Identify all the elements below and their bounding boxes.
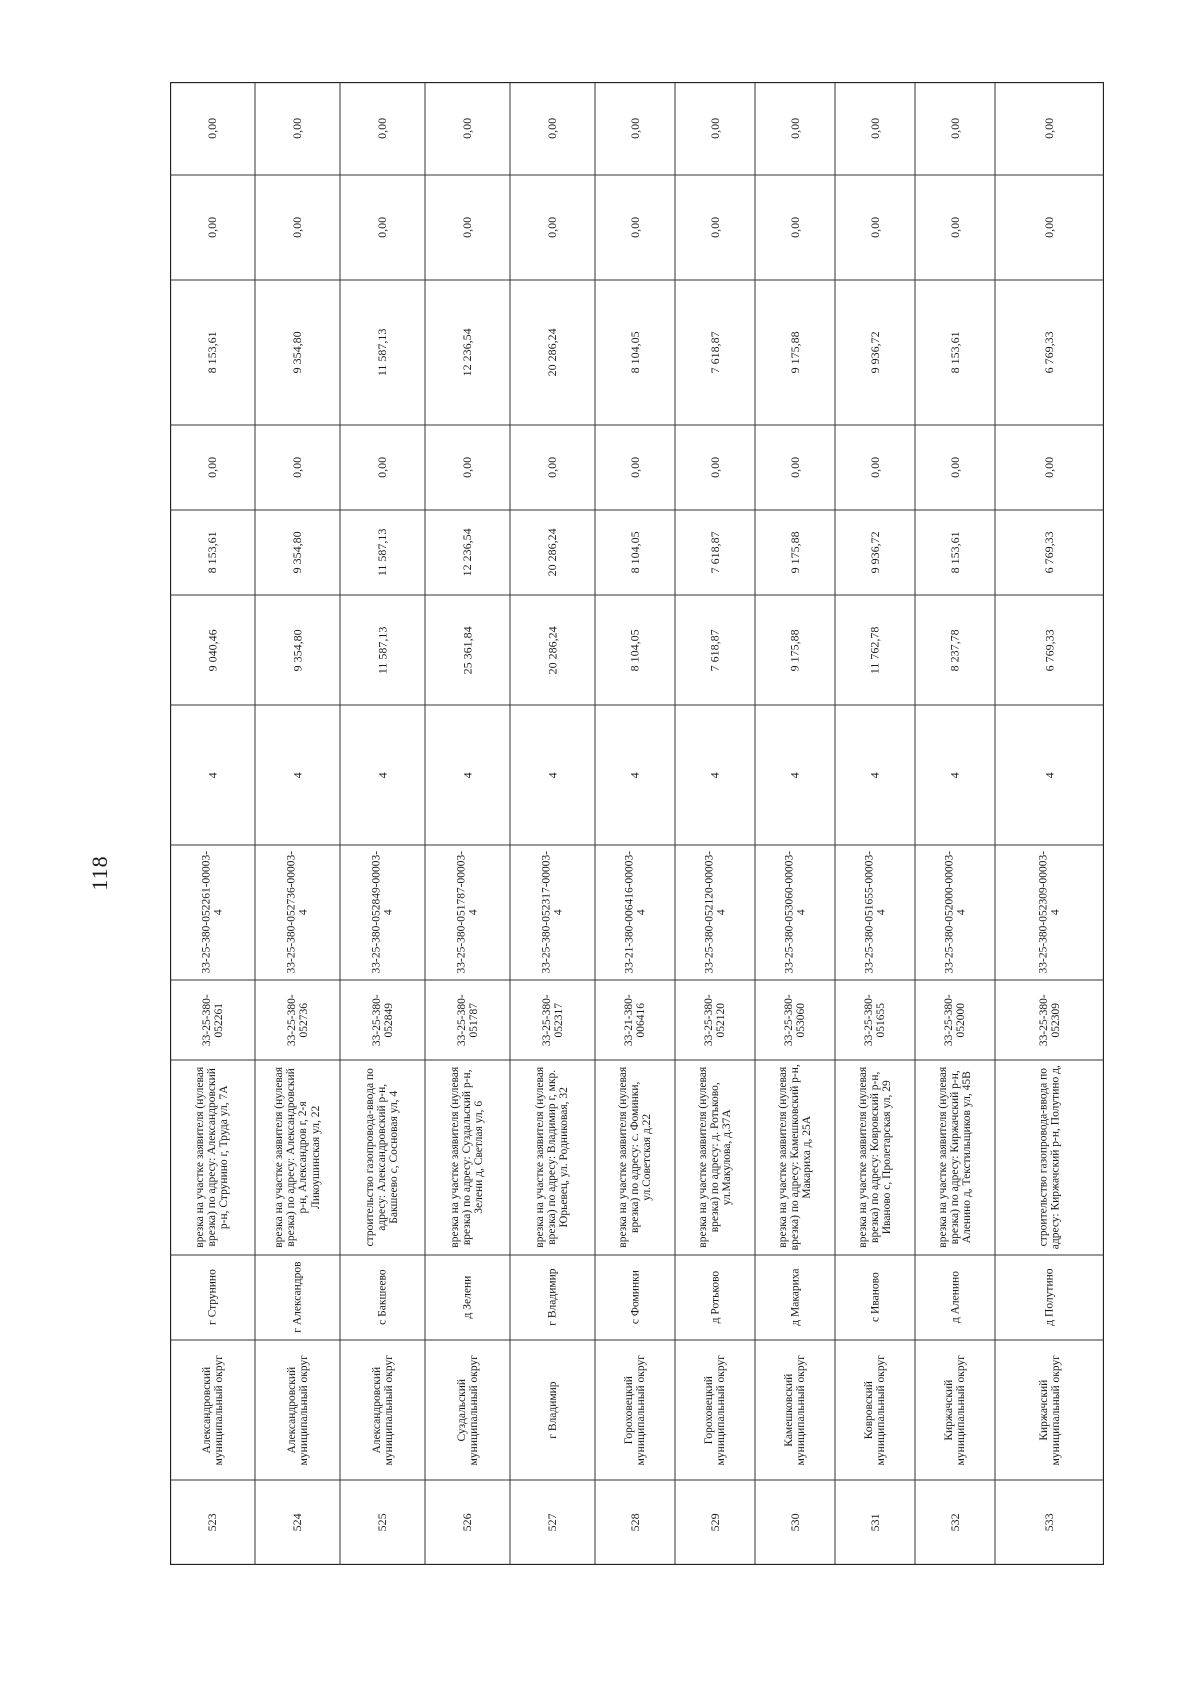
cell-text: 20 286,24	[545, 528, 560, 577]
cell-text: 8 153,61	[205, 531, 220, 574]
table-cell-v6	[170, 82, 255, 175]
table-cell-district	[675, 1340, 755, 1480]
table-cell-cadastral	[835, 980, 915, 1060]
table-cell-v5	[425, 175, 510, 280]
table-cell-description	[340, 1060, 425, 1255]
table-cell-v5	[340, 175, 425, 280]
cell-text: 4	[947, 772, 962, 778]
table-cell-cadastral	[995, 980, 1104, 1060]
table-cell-description	[675, 1060, 755, 1255]
cell-text: 525	[375, 1513, 390, 1532]
cell-text: врезка на участке заявителя (нулевая врезка) по адресу: Суздальский р-н, Зелени д, Светлая ул, 6	[449, 1067, 486, 1248]
table-cell-category	[835, 705, 915, 845]
cell-text: 0,00	[545, 457, 560, 478]
cell-text: Александровский муниципальный округ	[370, 1354, 395, 1466]
cell-text: 6 769,33	[1042, 629, 1057, 671]
table-cell-id-full	[510, 845, 595, 980]
cell-text: 0,00	[627, 457, 642, 478]
cell-text: 0,00	[1042, 457, 1057, 478]
cell-text: 4	[787, 772, 802, 778]
cell-text: врезка на участке заявителя (нулевая врезка) по адресу: Александровский р-н, Александров г, 2-я Ликоушинская ул, 22	[273, 1067, 322, 1248]
table-cell-v1	[835, 595, 915, 705]
cell-text: 0,00	[1042, 118, 1057, 139]
table-cell-v4	[755, 280, 835, 425]
table-cell-id-full	[255, 845, 340, 980]
cell-text: 524	[290, 1513, 305, 1532]
table-cell-category	[170, 705, 255, 845]
cell-text: 0,00	[290, 457, 305, 478]
cell-text: 523	[205, 1513, 220, 1532]
cell-text: 4	[545, 772, 560, 778]
cell-text: врезка на участке заявителя (нулевая врезка) по адресу: Владимир г, мкр. Юрьевец, ул. Родниковая, 32	[534, 1067, 571, 1248]
cell-text: 0,00	[627, 217, 642, 238]
table-cell-cadastral	[915, 980, 995, 1060]
table-cell-v2	[835, 510, 915, 595]
cell-text: 9 354,80	[290, 629, 305, 671]
table-cell-v3	[755, 425, 835, 510]
cell-text: 526	[460, 1513, 475, 1532]
cell-text: 0,00	[460, 217, 475, 238]
page-number: 118	[87, 855, 112, 891]
cell-text: 0,00	[375, 457, 390, 478]
table-cell-v3	[510, 425, 595, 510]
cell-text: Суздальский муниципальный округ	[455, 1354, 480, 1466]
table-cell-district	[255, 1340, 340, 1480]
cell-text: 0,00	[545, 217, 560, 238]
table-cell-v5	[595, 175, 675, 280]
cell-text: 6 769,33	[1042, 331, 1057, 374]
table-cell-district	[170, 1340, 255, 1480]
table-cell-settlement	[510, 1255, 595, 1340]
table-cell-district	[510, 1340, 595, 1480]
cell-text: Киржачский муниципальный округ	[942, 1354, 967, 1466]
table-cell-description	[595, 1060, 675, 1255]
cell-text: 0,00	[947, 118, 962, 139]
table-cell-v6	[755, 82, 835, 175]
table-cell-v4	[995, 280, 1104, 425]
table-cell-cadastral	[595, 980, 675, 1060]
cell-text: 9 354,80	[290, 331, 305, 374]
table-cell-cadastral	[675, 980, 755, 1060]
table-cell-v4	[595, 280, 675, 425]
table-cell-v3	[995, 425, 1104, 510]
table-cell-v1	[675, 595, 755, 705]
cell-text: 33-25-380-052000-00003-4	[942, 851, 967, 974]
cell-text: врезка на участке заявителя (нулевая врезка) по адресу: Камешковский р-н, Макариха д, 25А	[776, 1064, 814, 1251]
cell-text: 0,00	[375, 118, 390, 139]
cell-text: 0,00	[290, 118, 305, 139]
cell-text: 8 104,05	[627, 629, 642, 671]
table-cell-id-full	[340, 845, 425, 980]
cell-text: 33-25-380-052736-00003-4	[285, 851, 310, 974]
cell-text: 11 762,78	[867, 626, 882, 674]
cell-text: 33-25-380-052309-00003-4	[1037, 851, 1062, 974]
table-cell-settlement	[340, 1255, 425, 1340]
table-cell-description	[995, 1060, 1104, 1255]
table-cell-no	[340, 1480, 425, 1565]
table-cell-v4	[255, 280, 340, 425]
cell-text: 0,00	[867, 118, 882, 139]
table-cell-cadastral	[170, 980, 255, 1060]
table-cell-v4	[915, 280, 995, 425]
cell-text: 33-25-380-052317-00003-4	[540, 851, 565, 974]
cell-text: 530	[787, 1513, 802, 1532]
table-cell-description	[755, 1060, 835, 1255]
cell-text: 0,00	[375, 217, 390, 238]
table-cell-v5	[170, 175, 255, 280]
cell-text: д Зелени	[461, 1276, 474, 1319]
table-cell-v1	[915, 595, 995, 705]
cell-text: 9 936,72	[867, 531, 882, 574]
table-cell-settlement	[835, 1255, 915, 1340]
cell-text: 0,00	[460, 457, 475, 478]
table-cell-v2	[255, 510, 340, 595]
table-cell-id-full	[995, 845, 1104, 980]
table-cell-v1	[170, 595, 255, 705]
cell-text: д Аленино	[948, 1271, 961, 1324]
table-cell-v1	[510, 595, 595, 705]
cell-text: с Фоминки	[628, 1270, 641, 1325]
table-cell-v5	[510, 175, 595, 280]
cell-text: врезка на участке заявителя (нулевая врезка) по адресу: Киржачский р-н, Аленино д, Текстильщиков ул, 45В	[936, 1067, 974, 1248]
table-cell-v4	[510, 280, 595, 425]
cell-text: 4	[375, 772, 390, 778]
cell-text: 33-25-380-052120	[702, 994, 727, 1046]
cell-text: 8 153,61	[947, 531, 962, 574]
table-cell-no	[675, 1480, 755, 1565]
table-cell-v4	[425, 280, 510, 425]
table-cell-v1	[995, 595, 1104, 705]
table-cell-v3	[255, 425, 340, 510]
table-cell-category	[995, 705, 1104, 845]
cell-text: 9 175,88	[787, 331, 802, 374]
cell-text: 20 286,24	[545, 328, 560, 377]
table-cell-v5	[755, 175, 835, 280]
table-cell-description	[255, 1060, 340, 1255]
table-cell-cadastral	[425, 980, 510, 1060]
table-cell-settlement	[755, 1255, 835, 1340]
cell-text: Гороховецкий муниципальный округ	[622, 1354, 647, 1466]
table-cell-v5	[835, 175, 915, 280]
cell-text: 0,00	[707, 457, 722, 478]
cell-text: 531	[867, 1513, 882, 1532]
table-cell-district	[995, 1340, 1104, 1480]
cell-text: 4	[707, 772, 722, 778]
cell-text: 33-25-380-052261-00003-4	[200, 851, 225, 974]
cell-text: 9 040,46	[205, 629, 220, 671]
table-cell-v6	[595, 82, 675, 175]
cell-text: 0,00	[707, 118, 722, 139]
table-cell-settlement	[425, 1255, 510, 1340]
cell-text: 33-21-380-006416	[622, 994, 647, 1046]
cell-text: 11 587,13	[375, 328, 390, 377]
table-cell-no	[595, 1480, 675, 1565]
cell-text: строительство газопровода-ввода по адресу: Александровский р-н, Бакшеево с, Сосновая ул, 4	[364, 1068, 401, 1247]
cell-text: 4	[460, 772, 475, 778]
cell-text: 4	[290, 772, 305, 778]
table-cell-no	[170, 1480, 255, 1565]
cell-text: 8 104,05	[627, 331, 642, 374]
cell-text: 33-25-380-052849	[370, 994, 395, 1046]
table-cell-v2	[995, 510, 1104, 595]
cell-text: 529	[707, 1513, 722, 1532]
cell-text: 4	[627, 772, 642, 778]
cell-text: 0,00	[205, 118, 220, 139]
cell-text: 33-25-380-051655-00003-4	[862, 851, 887, 974]
table-cell-v3	[170, 425, 255, 510]
table-cell-category	[915, 705, 995, 845]
table-cell-id-full	[170, 845, 255, 980]
table-cell-v2	[425, 510, 510, 595]
cell-text: 11 587,13	[375, 528, 390, 577]
table-cell-v2	[510, 510, 595, 595]
table-cell-v1	[340, 595, 425, 705]
table-cell-district	[835, 1340, 915, 1480]
cell-text: д Ротьково	[708, 1271, 721, 1324]
cell-text: Киржачский муниципальный округ	[1037, 1354, 1062, 1466]
cell-text: д Полутино	[1043, 1268, 1056, 1327]
table-cell-district	[595, 1340, 675, 1480]
cell-text: 33-25-380-052261	[200, 994, 225, 1046]
cell-text: 0,00	[627, 118, 642, 139]
table-cell-settlement	[675, 1255, 755, 1340]
cell-text: 0,00	[545, 118, 560, 139]
table-cell-settlement	[595, 1255, 675, 1340]
table-cell-no	[915, 1480, 995, 1565]
cell-text: Камешковский муниципальный округ	[782, 1354, 807, 1466]
cell-text: 0,00	[867, 217, 882, 238]
cell-text: 33-25-380-051787	[455, 994, 480, 1046]
cell-text: 11 587,13	[375, 626, 390, 674]
table-cell-district	[425, 1340, 510, 1480]
table-cell-no	[835, 1480, 915, 1565]
table-cell-v2	[340, 510, 425, 595]
cell-text: д Макариха	[788, 1268, 801, 1327]
table-cell-no	[510, 1480, 595, 1565]
cell-text: 7 618,87	[707, 331, 722, 374]
cell-text: с Иваново	[868, 1272, 881, 1323]
table-cell-v5	[675, 175, 755, 280]
cell-text: 33-25-380-052309	[1037, 994, 1062, 1046]
table-cell-description	[170, 1060, 255, 1255]
cell-text: 8 153,61	[947, 331, 962, 374]
cell-text: строительство газопровода-ввода по адресу: Киржачский р-н, Полутино д,	[1037, 1065, 1062, 1250]
cell-text: 8 237,78	[947, 629, 962, 671]
cell-text: 0,00	[787, 457, 802, 478]
cell-text: 0,00	[947, 457, 962, 478]
table-cell-description	[510, 1060, 595, 1255]
cell-text: 0,00	[707, 217, 722, 238]
table-cell-category	[510, 705, 595, 845]
table-cell-v6	[835, 82, 915, 175]
table-cell-cadastral	[510, 980, 595, 1060]
table-cell-settlement	[915, 1255, 995, 1340]
cell-text: 33-25-380-053060	[782, 994, 807, 1046]
table-cell-v1	[255, 595, 340, 705]
table-cell-category	[675, 705, 755, 845]
cell-text: 527	[545, 1513, 560, 1532]
cell-text: 0,00	[787, 118, 802, 139]
cell-text: 33-25-380-052120-00003-4	[702, 851, 727, 974]
table-cell-v5	[915, 175, 995, 280]
cell-text: 7 618,87	[707, 629, 722, 671]
cell-text: 12 236,54	[460, 328, 475, 377]
cell-text: 33-25-380-052000	[942, 994, 967, 1046]
table-cell-category	[255, 705, 340, 845]
cell-text: г Струнино	[206, 1269, 219, 1326]
cell-text: 12 236,54	[460, 528, 475, 577]
table-cell-v6	[340, 82, 425, 175]
cell-text: 20 286,24	[545, 626, 560, 674]
cell-text: 0,00	[867, 457, 882, 478]
table-cell-settlement	[170, 1255, 255, 1340]
cell-text: г Александров	[291, 1261, 304, 1334]
table-cell-category	[755, 705, 835, 845]
table-cell-no	[755, 1480, 835, 1565]
table-cell-v6	[915, 82, 995, 175]
table-cell-v6	[255, 82, 340, 175]
cell-text: 8 104,05	[627, 531, 642, 574]
cell-text: 0,00	[205, 457, 220, 478]
cell-text: г Владимир	[546, 1381, 559, 1439]
cell-text: 33-25-380-053060-00003-4	[782, 851, 807, 974]
cell-text: 7 618,87	[707, 531, 722, 574]
cell-text: Александровский муниципальный округ	[200, 1354, 225, 1466]
cell-text: 33-25-380-052317	[540, 994, 565, 1046]
cell-text: врезка на участке заявителя (нулевая врезка) по адресу: Ковровский р-н, Иваново с, Пролетарская ул, 29	[856, 1067, 894, 1248]
table-cell-id-full	[915, 845, 995, 980]
table-cell-description	[425, 1060, 510, 1255]
cell-text: Ковровский муниципальный округ	[862, 1354, 887, 1466]
cell-text: 9 354,80	[290, 531, 305, 574]
cell-text: 0,00	[787, 217, 802, 238]
table-cell-id-full	[755, 845, 835, 980]
table-cell-v3	[915, 425, 995, 510]
cell-text: с Бакшеево	[376, 1269, 389, 1326]
cell-text: 9 175,88	[787, 531, 802, 574]
table-cell-cadastral	[340, 980, 425, 1060]
table-cell-v3	[595, 425, 675, 510]
cell-text: 8 153,61	[205, 331, 220, 374]
table-cell-v5	[995, 175, 1104, 280]
table-cell-v1	[755, 595, 835, 705]
table-cell-v6	[995, 82, 1104, 175]
table-cell-v3	[425, 425, 510, 510]
table-cell-v6	[425, 82, 510, 175]
table-cell-district	[340, 1340, 425, 1480]
table-cell-no	[255, 1480, 340, 1565]
table-cell-v4	[170, 280, 255, 425]
table-cell-id-full	[835, 845, 915, 980]
table-cell-v2	[755, 510, 835, 595]
table-cell-description	[915, 1060, 995, 1255]
cell-text: 4	[867, 772, 882, 778]
table-cell-v1	[595, 595, 675, 705]
cell-text: 9 175,88	[787, 629, 802, 671]
cell-text: 528	[627, 1513, 642, 1532]
table-cell-settlement	[255, 1255, 340, 1340]
table-cell-v3	[675, 425, 755, 510]
cell-text: 6 769,33	[1042, 531, 1057, 574]
cell-text: 4	[205, 772, 220, 778]
cell-text: 33-25-380-052736	[285, 994, 310, 1046]
table-cell-v6	[675, 82, 755, 175]
table-cell-no	[425, 1480, 510, 1565]
data-table	[170, 82, 1104, 1565]
table-cell-v3	[340, 425, 425, 510]
table-cell-v6	[510, 82, 595, 175]
table-cell-category	[340, 705, 425, 845]
table-cell-district	[915, 1340, 995, 1480]
table-cell-id-full	[425, 845, 510, 980]
cell-text: врезка на участке заявителя (нулевая врезка) по адресу: с. Фоминки, ул.Советская д.22	[616, 1067, 654, 1248]
cell-text: 0,00	[460, 118, 475, 139]
cell-text: 33-21-380-006416-00003-4	[622, 851, 647, 974]
table-cell-no	[995, 1480, 1104, 1565]
cell-text: 532	[947, 1513, 962, 1532]
table-cell-v3	[835, 425, 915, 510]
table-cell-id-full	[595, 845, 675, 980]
cell-text: г Владимир	[546, 1268, 559, 1327]
cell-text: 33-25-380-052849-00003-4	[370, 851, 395, 974]
table-cell-cadastral	[255, 980, 340, 1060]
table-cell-category	[425, 705, 510, 845]
table-cell-id-full	[675, 845, 755, 980]
table-cell-v2	[170, 510, 255, 595]
cell-text: 33-25-380-051787-00003-4	[455, 851, 480, 974]
table-cells	[170, 82, 1104, 1565]
table-cell-district	[755, 1340, 835, 1480]
table-cell-category	[595, 705, 675, 845]
cell-text: врезка на участке заявителя (нулевая врезка) по адресу: Александровский р-н, Струнино г, Труда ул, 7А	[194, 1067, 231, 1248]
cell-text: 0,00	[947, 217, 962, 238]
table-cell-cadastral	[755, 980, 835, 1060]
table-cell-v1	[425, 595, 510, 705]
cell-text: 533	[1042, 1513, 1057, 1532]
table-cell-v2	[915, 510, 995, 595]
cell-text: 0,00	[290, 217, 305, 238]
cell-text: 4	[1042, 772, 1057, 778]
table-cell-v5	[255, 175, 340, 280]
cell-text: врезка на участке заявителя (нулевая врезка) по адресу: д. Ротьково, ул.Макулова, д.37А	[696, 1067, 734, 1248]
cell-text: Александровский муниципальный округ	[285, 1354, 310, 1466]
table-cell-v4	[340, 280, 425, 425]
cell-text: 25 361,84	[460, 626, 475, 674]
cell-text: 0,00	[205, 217, 220, 238]
table-cell-description	[835, 1060, 915, 1255]
table-cell-v2	[675, 510, 755, 595]
cell-text: 33-25-380-051655	[862, 994, 887, 1046]
cell-text: Гороховецкий муниципальный округ	[702, 1354, 727, 1466]
table-cell-v4	[835, 280, 915, 425]
table-cell-settlement	[995, 1255, 1104, 1340]
table-cell-v4	[675, 280, 755, 425]
cell-text: 9 936,72	[867, 331, 882, 374]
table-cell-v2	[595, 510, 675, 595]
cell-text: 0,00	[1042, 217, 1057, 238]
